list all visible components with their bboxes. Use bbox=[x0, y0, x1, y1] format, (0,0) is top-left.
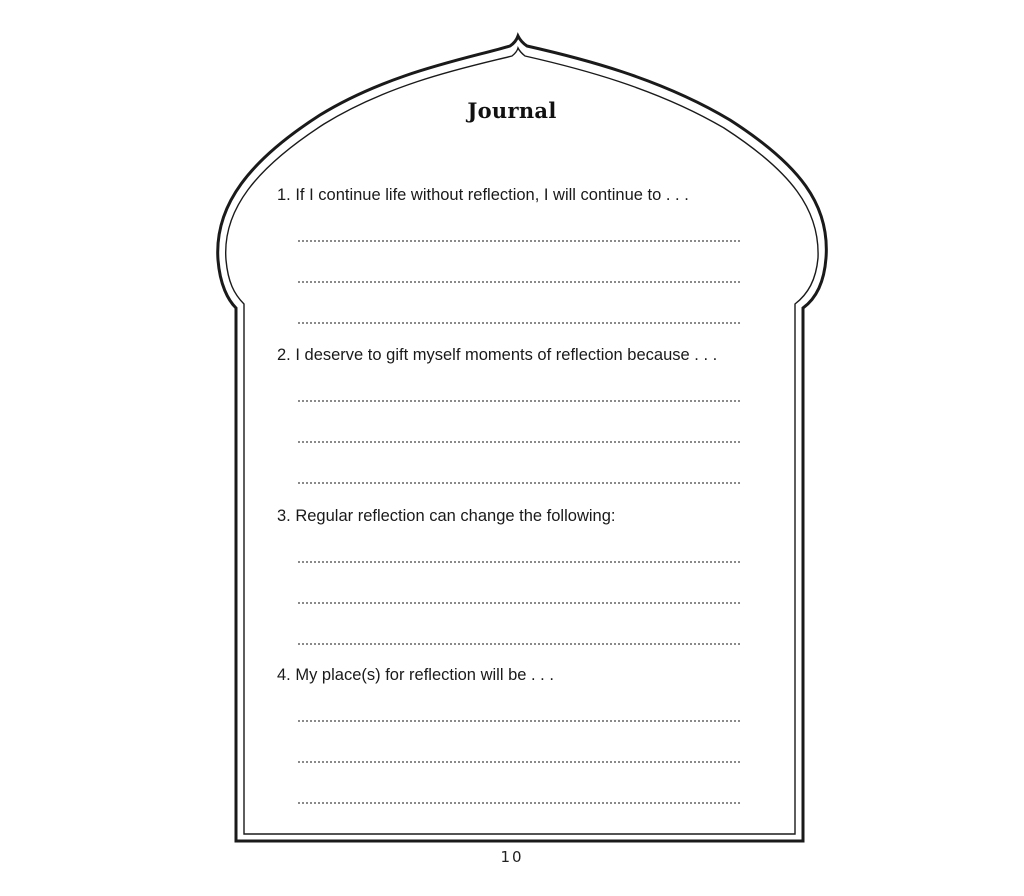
answer-line[interactable] bbox=[298, 602, 740, 604]
answer-line[interactable] bbox=[298, 281, 740, 283]
answer-line[interactable] bbox=[298, 400, 740, 402]
answer-line[interactable] bbox=[298, 240, 740, 242]
answer-line[interactable] bbox=[298, 441, 740, 443]
page-number: 10 bbox=[500, 848, 524, 866]
answer-line[interactable] bbox=[298, 482, 740, 484]
question-2: 2. I deserve to gift myself moments of reflection because . . . bbox=[277, 346, 718, 364]
question-4: 4. My place(s) for reflection will be . . . bbox=[277, 666, 554, 684]
question-1: 1. If I continue life without reflection, I will continue to . . . bbox=[277, 186, 689, 204]
answer-line[interactable] bbox=[298, 761, 740, 763]
question-3: 3. Regular reflection can change the following: bbox=[277, 507, 616, 525]
answer-line[interactable] bbox=[298, 720, 740, 722]
journal-title: Journal bbox=[467, 98, 557, 123]
answer-line[interactable] bbox=[298, 643, 740, 645]
answer-line[interactable] bbox=[298, 561, 740, 563]
answer-line[interactable] bbox=[298, 322, 740, 324]
answer-line[interactable] bbox=[298, 802, 740, 804]
